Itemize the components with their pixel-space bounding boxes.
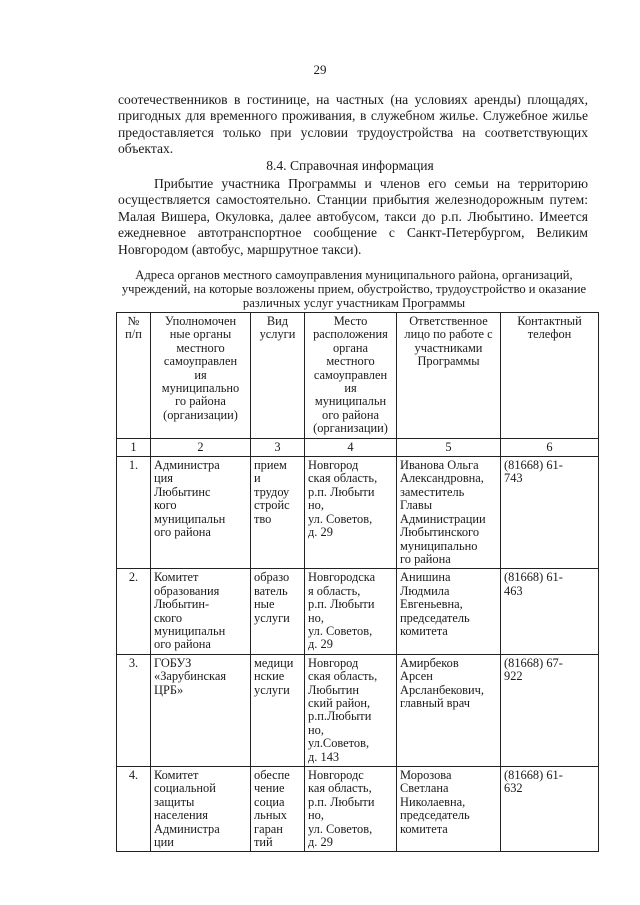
org-cell: Администра ция Любытинс кого муниципальн ого района bbox=[151, 457, 251, 569]
service-cell: обеспе чение социа льных гаран тий bbox=[251, 767, 305, 852]
phone-cell: (81668) 61- 743 bbox=[501, 457, 599, 569]
row-number: 2. bbox=[117, 569, 151, 654]
service-cell: медици нские услуги bbox=[251, 654, 305, 766]
service-cell: прием и трудоу стройс тво bbox=[251, 457, 305, 569]
index-cell: 1 bbox=[117, 438, 151, 456]
location-cell: Новгород ская область, Любытин ский район, р.п.Любыти но, ул.Советов, д. 143 bbox=[305, 654, 397, 766]
contacts-table bbox=[116, 312, 599, 852]
org-cell: Комитет образования Любытин- ского муниципальн ого района bbox=[151, 569, 251, 654]
paragraph-accommodation: соотечественников в гостинице, на частных (на условиях аренды) площадях, пригодных для временного проживания, в служебном жилье. Служебное жилье предоставляется только при условии трудоустройства на соответствующих объектах. bbox=[118, 92, 588, 157]
table-header-row bbox=[117, 313, 599, 439]
header-cell: Контактный телефон bbox=[501, 313, 599, 439]
table-row bbox=[117, 457, 599, 569]
table-caption: Адреса органов местного самоуправления муниципального района, организаций, учреждений, на которые возложены прием, обустройство, трудоустройство и оказание различных услуг участникам Программы bbox=[121, 268, 587, 310]
org-cell: ГОБУЗ «Зарубинская ЦРБ» bbox=[151, 654, 251, 766]
phone-cell: (81668) 61- 463 bbox=[501, 569, 599, 654]
table-row bbox=[117, 569, 599, 654]
header-cell: Вид услуги bbox=[251, 313, 305, 439]
index-cell: 4 bbox=[305, 438, 397, 456]
org-cell: Комитет социальной защиты населения Администра ции bbox=[151, 767, 251, 852]
index-cell: 2 bbox=[151, 438, 251, 456]
phone-cell: (81668) 67- 922 bbox=[501, 654, 599, 766]
index-cell: 3 bbox=[251, 438, 305, 456]
service-cell: образо ватель ные услуги bbox=[251, 569, 305, 654]
person-cell: Амирбеков Арсен Арсланбекович, главный врач bbox=[397, 654, 501, 766]
row-number: 4. bbox=[117, 767, 151, 852]
header-cell: Уполномочен ные органы местного самоуправлен ия муниципально го района (организации) bbox=[151, 313, 251, 439]
index-cell: 6 bbox=[501, 438, 599, 456]
location-cell: Новгород ская область, р.п. Любыти но, ул. Советов, д. 29 bbox=[305, 457, 397, 569]
header-cell: Ответственное лицо по работе с участниками Программы bbox=[397, 313, 501, 439]
page-number: 29 bbox=[313, 62, 327, 77]
index-cell: 5 bbox=[397, 438, 501, 456]
section-heading: 8.4. Справочная информация bbox=[266, 158, 434, 173]
phone-cell: (81668) 61- 632 bbox=[501, 767, 599, 852]
row-number: 1. bbox=[117, 457, 151, 569]
header-cell: № п/п bbox=[117, 313, 151, 439]
person-cell: Морозова Светлана Николаевна, председатель комитета bbox=[397, 767, 501, 852]
column-index-row bbox=[117, 438, 599, 456]
table-row bbox=[117, 767, 599, 852]
header-cell: Место расположения органа местного самоуправлен ия муниципальн ого района (организации) bbox=[305, 313, 397, 439]
paragraph-arrival: Прибытие участника Программы и членов его семьи на территорию осуществляется самостоятельно. Станции прибытия железнодорожным путем: Малая Вишера, Окуловка, далее автобусом, такси до р.п. Любытино. Имеется ежедневное автотранспортное сообщение с Санкт-Петербургом, Великим Новгородом (автобус, маршрутное такси). bbox=[118, 176, 588, 257]
location-cell: Новгородс кая область, р.п. Любыти но, ул. Советов, д. 29 bbox=[305, 767, 397, 852]
person-cell: Иванова Ольга Александровна, заместитель Главы Администрации Любытинского муниципально го района bbox=[397, 457, 501, 569]
table-row bbox=[117, 654, 599, 766]
person-cell: Анишина Людмила Евгеньевна, председатель комитета bbox=[397, 569, 501, 654]
row-number: 3. bbox=[117, 654, 151, 766]
location-cell: Новгородска я область, р.п. Любыти но, ул. Советов, д. 29 bbox=[305, 569, 397, 654]
